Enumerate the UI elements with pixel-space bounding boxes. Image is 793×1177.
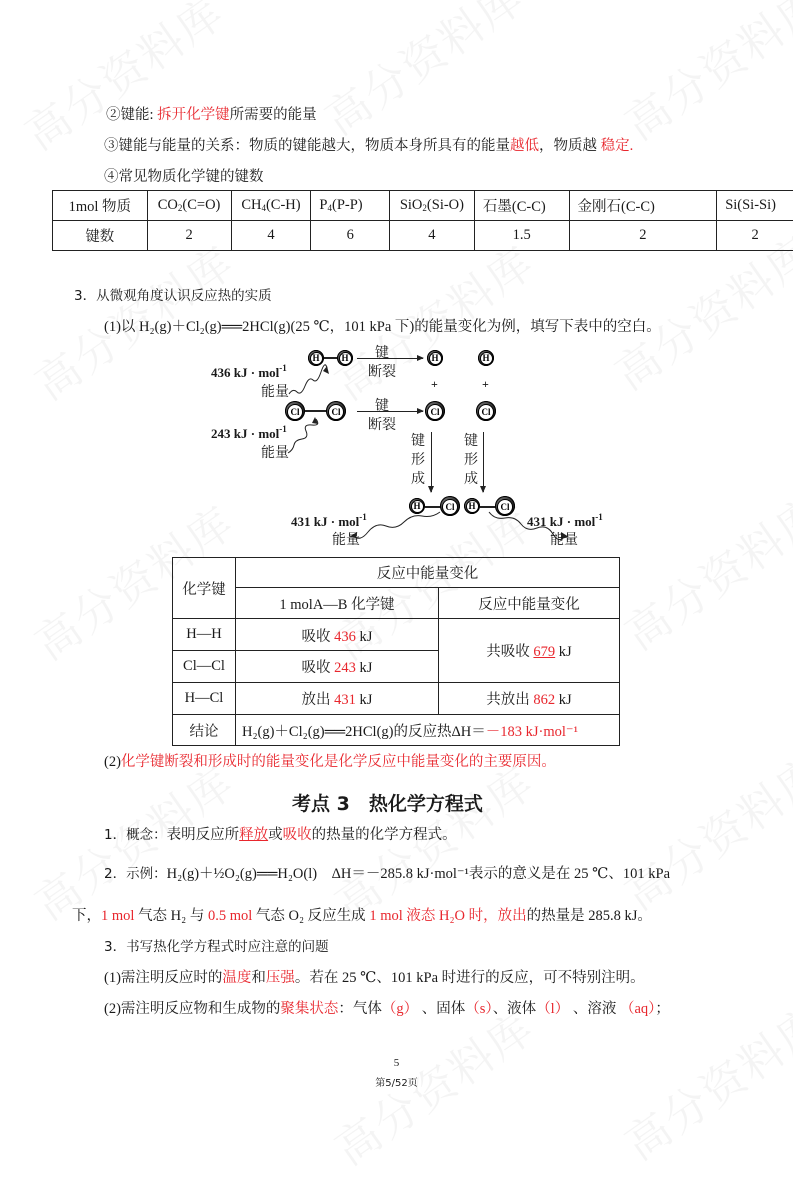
table-cell: 2	[147, 221, 231, 251]
table-cell: 4	[389, 221, 474, 251]
table-cell: 2	[569, 221, 717, 251]
bond-energy-definition: ②键能: 拆开化学键所需要的能量	[106, 103, 317, 124]
table-header-cell: $CO_2(C=O)$	[147, 191, 231, 221]
energy-label: 能量	[261, 442, 289, 462]
example-meaning: 下，1 mol 气态 H₂ 与 0.5 mol 气态 O₂ 反应生成 1 mol 液态 H₂O 时，放出的热量是 285.8 kJ。	[72, 904, 652, 925]
energy-label: 能量	[332, 529, 360, 549]
table-header-cell: $CH_4(C-H)$	[231, 191, 311, 221]
watermark	[610, 738, 793, 922]
chlorine-atom-icon: Cl	[476, 401, 496, 421]
table-header-cell: 1mol 物质	[53, 191, 148, 221]
page-of-total: 第5/52页	[0, 1074, 793, 1089]
bond-formation-label: 键 形 成	[464, 432, 480, 489]
table-cell: 4	[231, 221, 311, 251]
table-row	[173, 683, 620, 715]
table-row	[53, 221, 793, 251]
energy-change-table	[172, 557, 620, 746]
chlorine-atom-icon: Cl	[326, 401, 346, 421]
plus-sign: +	[482, 377, 489, 392]
energy-label: 能量	[550, 529, 578, 549]
plus-sign: +	[431, 377, 438, 392]
table-header-cell: SiO$_2$(Si-O)	[389, 191, 474, 221]
chlorine-atom-icon: Cl	[425, 401, 445, 421]
chlorine-atom-icon: Cl	[285, 401, 305, 421]
note-temperature-pressure: (1)需注明反应时的温度和压强。若在 25 ℃、101 kPa 时进行的反应，可不特别注明。	[104, 966, 645, 987]
bond-break-label: 断裂	[368, 361, 396, 381]
bond-break-label: 键	[375, 395, 389, 415]
topic-3-heading: 考点 3 热化学方程式	[292, 789, 483, 816]
table-header-cell: 反应中能量变化	[439, 588, 620, 619]
table-cell: 结论	[173, 715, 236, 746]
table-row	[173, 619, 620, 651]
bond-break-arrow	[357, 358, 423, 359]
notes-title: 3．书写热化学方程式时应注意的问题	[104, 935, 329, 955]
bond-count-table	[52, 190, 793, 251]
hydrogen-atom-icon: H	[308, 350, 324, 366]
bond-energy-diagram	[205, 340, 635, 555]
table-cell: H—H	[173, 619, 236, 651]
table-row-label: 键数	[53, 221, 148, 251]
bond-count-intro: ④常见物质化学键的键数	[104, 165, 264, 186]
bond-formation-arrow	[483, 432, 484, 492]
chlorine-atom-icon: Cl	[495, 496, 515, 516]
table-cell: 放出 431 kJ	[236, 683, 439, 715]
table-cell: H₂(g)＋Cl₂(g)══2HCl(g)的反应热ΔH＝－183 kJ·mol⁻¹	[236, 715, 620, 746]
table-cell: H—Cl	[173, 683, 236, 715]
hydrogen-atom-icon: H	[478, 350, 494, 366]
table-cell: 吸收 436 kJ	[236, 619, 439, 651]
table-header-cell: 金刚石(C-C)	[569, 191, 717, 221]
bond-line	[324, 357, 338, 359]
bond-break-label: 断裂	[368, 414, 396, 434]
concept-line: 1．概念：表明反应所释放或吸收的热量的化学方程式。	[104, 823, 457, 844]
energy-label: 能量	[261, 381, 289, 401]
note-state: (2)需注明反应物和生成物的聚集状态：气体（g） 、固体（s）、液体（l） 、溶液 （aq）；	[104, 997, 670, 1018]
chlorine-atom-icon: Cl	[440, 496, 460, 516]
hcl-energy-label-right: 431 kJ · mol$^{-1}$	[527, 512, 603, 530]
page-number: 5	[0, 1057, 793, 1069]
bond-line	[425, 506, 441, 508]
table-header-row	[53, 191, 793, 221]
table-header-row	[173, 558, 620, 588]
energy-wavy-arrow-icon	[285, 415, 325, 460]
hydrogen-atom-icon: H	[427, 350, 443, 366]
table-header-row	[173, 588, 620, 619]
hcl-energy-label-left: 431 kJ · mol$^{-1}$	[291, 512, 367, 530]
example-line: 2．示例：H₂(g)＋½O₂(g)══H₂O(l) ΔH＝－285.8 kJ·mol⁻¹表示的意义是在 25 ℃、101 kPa	[104, 862, 670, 883]
section-3-title: 3．从微观角度认识反应热的实质	[74, 284, 272, 304]
table-header-cell: Si(Si-Si)	[717, 191, 793, 221]
note-energy-cause: (2)化学键断裂和形成时的能量变化是化学反应中能量变化的主要原因。	[104, 750, 556, 771]
table-header-cell: 化学键	[173, 558, 236, 619]
bond-formation-arrow	[431, 432, 432, 492]
table-cell: 共吸收 679 kJ	[439, 619, 620, 683]
bond-formation-label: 键 形 成	[411, 432, 427, 489]
watermark	[610, 478, 793, 662]
table-cell: 6	[311, 221, 390, 251]
table-header-cell: 1 molA—B 化学键	[236, 588, 439, 619]
table-cell: 吸收 243 kJ	[236, 651, 439, 683]
bond-line	[305, 410, 327, 412]
watermark	[610, 0, 793, 152]
table-cell: 共放出 862 kJ	[439, 683, 620, 715]
bond-line	[480, 506, 496, 508]
hydrogen-atom-icon: H	[337, 350, 353, 366]
bond-break-label: 键	[375, 342, 389, 362]
section-3-intro: (1)以 H₂(g)＋Cl₂(g)══2HCl(g)(25 ℃，101 kPa 下)的能量变化为例，填写下表中的空白。	[104, 315, 661, 336]
hh-energy-label: 436 kJ · mol$^{-1}$	[211, 363, 287, 381]
watermark	[310, 0, 535, 147]
hydrogen-atom-icon: H	[464, 498, 480, 514]
bond-energy-relationship: ③键能与能量的关系：物质的键能越大，物质本身所具有的能量越低，物质越 稳定.	[104, 134, 633, 155]
table-header-cell: $P_4(P-P)$	[311, 191, 390, 221]
table-header-cell: 石墨(C-C)	[474, 191, 569, 221]
table-cell: 2	[717, 221, 793, 251]
table-cell: Cl—Cl	[173, 651, 236, 683]
bond-break-arrow	[357, 411, 423, 412]
table-row	[173, 715, 620, 746]
energy-wavy-arrow-icon	[285, 362, 335, 402]
hydrogen-atom-icon: H	[409, 498, 425, 514]
table-cell: 1.5	[474, 221, 569, 251]
clcl-energy-label: 243 kJ · mol$^{-1}$	[211, 424, 287, 442]
table-header-cell: 反应中能量变化	[236, 558, 620, 588]
